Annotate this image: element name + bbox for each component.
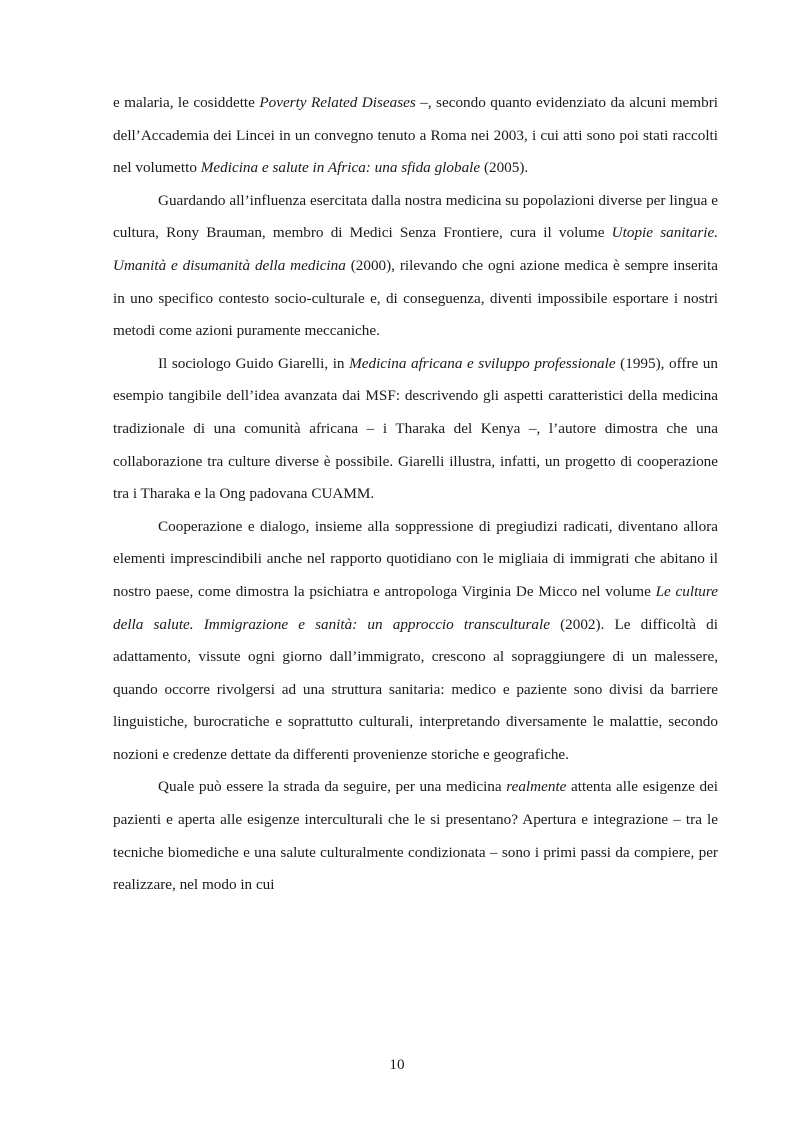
text-segment: –, secondo quanto evidenziato da alcuni membri dell’Accademia dei Lincei in un convegno tenuto a Roma nei 2003, i cui atti sono poi stati raccolti nel volumetto bbox=[113, 94, 718, 177]
text-segment: (1995), offre un esempio tangibile dell’idea avanzata dai MSF: descrivendo gli aspetti caratteristici della medicina tradizionale di una comunità africana – i Tharaka del Kenya –, l’autore dimostra che una collaborazione tra culture diverse è possibile. Giarelli illustra, infatti, un progetto di cooperazione tra i Tharaka e la Ong padovana CUAMM. bbox=[113, 354, 718, 503]
italic-title-le-culture-della-salute: Le culture della salute. Immigrazione e sanità: un approccio transculturale bbox=[113, 582, 718, 633]
italic-title-utopie-sanitarie: Utopie sanitarie. Umanità e disumanità della medicina bbox=[113, 224, 718, 274]
text-segment: (2002). Le difficoltà di adattamento, vissute ogni giorno dall’immigrato, crescono al sopraggiungere di un malessere, quando occorre rivolgersi ad una struttura sanitaria: medico e paziente sono divisi da barriere linguistiche, burocratiche e soprattutto culturali, interpretando diversamente le malattie, secondo nozioni e credenze dettate da differenti provenienze storiche e geografiche. bbox=[113, 615, 718, 763]
paragraph-3 bbox=[113, 348, 718, 511]
page-number: 10 bbox=[389, 1056, 405, 1073]
text-segment: Il sociologo Guido Giarelli, in bbox=[158, 354, 350, 372]
paragraph-2 bbox=[113, 185, 718, 348]
text-segment: Guardando all’influenza esercitata dalla nostra medicina su popolazioni diverse per lingua e cultura, Rony Brauman, membro di Medici Senza Frontiere, cura il volume bbox=[113, 191, 718, 242]
page-body bbox=[113, 87, 718, 902]
text-segment: (2005). bbox=[480, 159, 529, 177]
text-segment: (2000), rilevando che ogni azione medica è sempre inserita in uno specifico contesto socio-culturale e, di conseguenza, diventi impossibile esportare i nostri metodi come azioni puramente meccaniche. bbox=[113, 256, 718, 340]
text-segment: attenta alle esigenze dei pazienti e aperta alle esigenze interculturali che le si presentano? Apertura e integrazione – tra le tecniche biomediche e una salute culturalmente condizionata – sono i primi passi da compiere, per realizzare, nel modo in cui bbox=[113, 778, 718, 894]
paragraph-4 bbox=[113, 511, 718, 772]
text-segment: Quale può essere la strada da seguire, per una medicina bbox=[158, 778, 507, 796]
italic-word-realmente: realmente bbox=[506, 778, 567, 796]
text-segment: e malaria, le cosiddette bbox=[113, 94, 260, 111]
paragraph-5 bbox=[113, 771, 718, 901]
italic-title-poverty-related-diseases: Poverty Related Diseases bbox=[259, 94, 416, 111]
paragraph-1 bbox=[113, 87, 718, 185]
italic-title-medicina-e-salute: Medicina e salute in Africa: una sfida globale bbox=[200, 159, 481, 177]
text-segment: Cooperazione e dialogo, insieme alla soppressione di pregiudizi radicati, diventano allora elementi imprescindibili anche nel rapporto quotidiano con le migliaia di immigrati che abitano il nostro paese, come dimostra la psichiatra e antropologa Virginia De Micco nel volume bbox=[113, 517, 718, 600]
italic-title-medicina-africana: Medicina africana e sviluppo professionale bbox=[349, 354, 616, 372]
